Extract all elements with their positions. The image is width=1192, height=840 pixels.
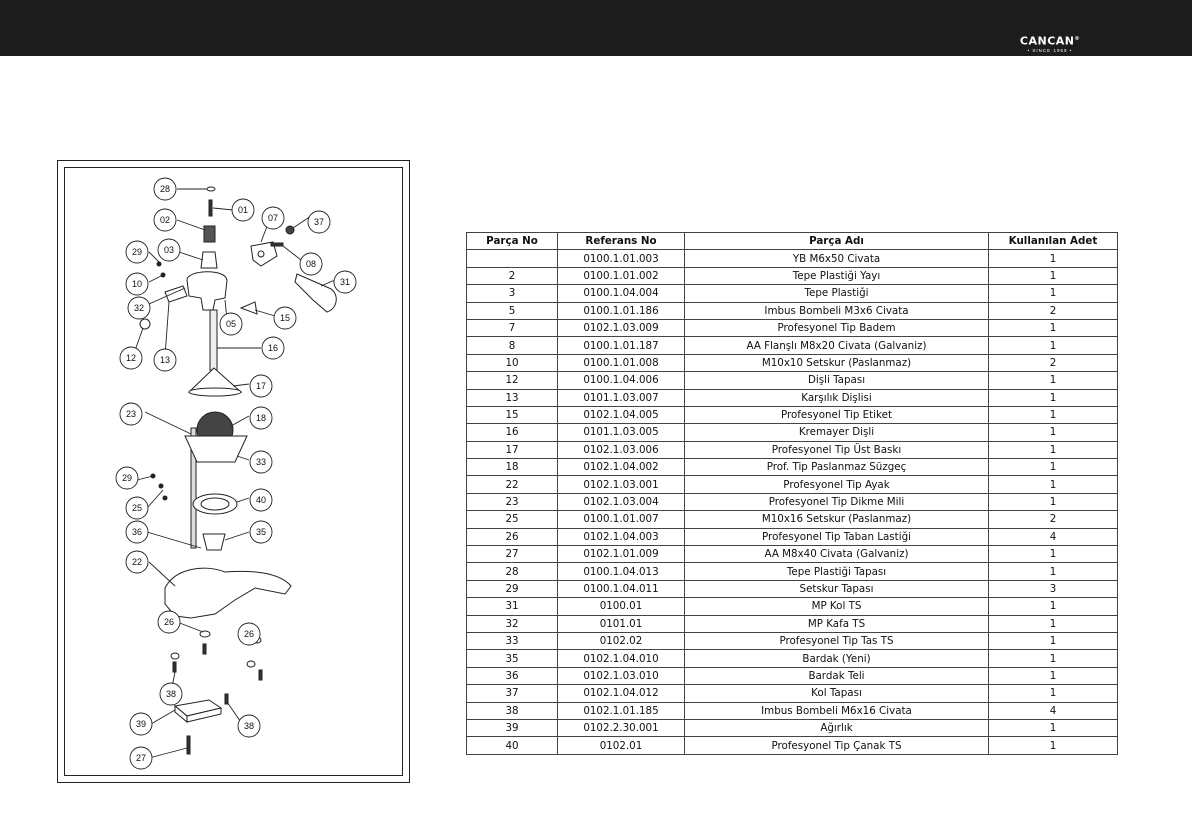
cell-quantity: 1	[989, 546, 1118, 563]
cell-part-name: Karşılık Dişlisi	[685, 389, 989, 406]
cell-part-name: Ağırlık	[685, 719, 989, 736]
callout-27: 27	[135, 753, 147, 763]
cell-reference-no: 0100.1.01.002	[558, 267, 685, 284]
header-part-no: Parça No	[467, 233, 558, 250]
callout-08: 08	[305, 259, 317, 269]
cell-quantity: 4	[989, 702, 1118, 719]
table-row	[467, 302, 1118, 319]
cell-reference-no: 0102.1.04.010	[558, 650, 685, 667]
cell-part-name: Tepe Plastiği	[685, 285, 989, 302]
cell-part-no	[467, 250, 558, 267]
cell-part-no: 27	[467, 546, 558, 563]
cell-reference-no: 0100.1.01.007	[558, 511, 685, 528]
table-row	[467, 632, 1118, 649]
cell-quantity: 1	[989, 441, 1118, 458]
callout-29b: 29	[121, 473, 133, 483]
cell-part-name: Bardak (Yeni)	[685, 650, 989, 667]
brand-name: CANCAN	[1019, 34, 1075, 48]
cell-quantity: 2	[989, 511, 1118, 528]
table-row	[467, 702, 1118, 719]
cell-reference-no: 0100.1.04.004	[558, 285, 685, 302]
cell-quantity: 1	[989, 372, 1118, 389]
table-row	[467, 667, 1118, 684]
cell-part-name: M10x10 Setskur (Paslanmaz)	[685, 354, 989, 371]
table-row	[467, 511, 1118, 528]
cell-part-no: 35	[467, 650, 558, 667]
cell-part-name: Imbus Bombeli M3x6 Civata	[685, 302, 989, 319]
table-row	[467, 250, 1118, 267]
cell-reference-no: 0101.01	[558, 615, 685, 632]
cell-part-name: Profesyonel Tip Üst Baskı	[685, 441, 989, 458]
cell-quantity: 1	[989, 476, 1118, 493]
cell-part-name: Bardak Teli	[685, 667, 989, 684]
callout-05: 05	[225, 319, 237, 329]
table-row	[467, 389, 1118, 406]
table-row	[467, 685, 1118, 702]
table-row	[467, 441, 1118, 458]
cell-part-name: M10x16 Setskur (Paslanmaz)	[685, 511, 989, 528]
cell-part-no: 13	[467, 389, 558, 406]
brand-logo: CANCAN® • SINCE 1959 •	[1019, 34, 1080, 53]
cell-quantity: 1	[989, 424, 1118, 441]
cell-part-name: Profesyonel Tip Ayak	[685, 476, 989, 493]
cell-part-name: MP Kol TS	[685, 598, 989, 615]
cell-quantity: 1	[989, 267, 1118, 284]
table-row	[467, 650, 1118, 667]
cell-part-no: 5	[467, 302, 558, 319]
cell-quantity: 2	[989, 302, 1118, 319]
table-row	[467, 354, 1118, 371]
cell-part-no: 31	[467, 598, 558, 615]
callout-22: 22	[131, 557, 143, 567]
cell-reference-no: 0100.1.01.008	[558, 354, 685, 371]
cell-part-no: 37	[467, 685, 558, 702]
cell-reference-no: 0102.02	[558, 632, 685, 649]
cell-part-no: 38	[467, 702, 558, 719]
cell-quantity: 1	[989, 337, 1118, 354]
cell-reference-no: 0102.1.04.005	[558, 406, 685, 423]
exploded-diagram	[64, 167, 403, 776]
table-row	[467, 319, 1118, 336]
cell-part-name: Profesyonel Tip Etiket	[685, 406, 989, 423]
cell-quantity: 1	[989, 719, 1118, 736]
cell-part-no: 29	[467, 580, 558, 597]
cell-quantity: 1	[989, 685, 1118, 702]
cell-quantity: 1	[989, 406, 1118, 423]
cell-part-no: 40	[467, 737, 558, 754]
cell-part-no: 18	[467, 459, 558, 476]
cell-part-no: 25	[467, 511, 558, 528]
callout-32: 32	[133, 303, 145, 313]
header-part-name: Parça Adı	[685, 233, 989, 250]
cell-part-name: Profesyonel Tip Dikme Mili	[685, 493, 989, 510]
cell-part-no: 7	[467, 319, 558, 336]
cell-reference-no: 0102.1.01.009	[558, 546, 685, 563]
callout-07: 07	[267, 213, 279, 223]
cell-part-no: 36	[467, 667, 558, 684]
cell-part-no: 33	[467, 632, 558, 649]
cell-part-name: Tepe Plastiği Yayı	[685, 267, 989, 284]
cell-quantity: 1	[989, 285, 1118, 302]
cell-reference-no: 0100.1.04.006	[558, 372, 685, 389]
cell-part-no: 12	[467, 372, 558, 389]
cell-quantity: 2	[989, 354, 1118, 371]
callout-37: 37	[313, 217, 325, 227]
cell-quantity: 3	[989, 580, 1118, 597]
cell-reference-no: 0101.1.03.005	[558, 424, 685, 441]
cell-reference-no: 0100.1.01.003	[558, 250, 685, 267]
parts-table-body	[467, 250, 1118, 754]
table-row	[467, 406, 1118, 423]
cell-reference-no: 0102.1.01.185	[558, 702, 685, 719]
cell-part-name: Tepe Plastiği Tapası	[685, 563, 989, 580]
cell-quantity: 1	[989, 563, 1118, 580]
cell-part-no: 2	[467, 267, 558, 284]
cell-part-name: Imbus Bombeli M6x16 Civata	[685, 702, 989, 719]
table-row	[467, 563, 1118, 580]
cell-part-no: 8	[467, 337, 558, 354]
callout-25: 25	[131, 503, 143, 513]
cell-reference-no: 0102.1.03.010	[558, 667, 685, 684]
cell-part-no: 16	[467, 424, 558, 441]
callout-15: 15	[279, 313, 291, 323]
cell-part-no: 32	[467, 615, 558, 632]
cell-quantity: 1	[989, 459, 1118, 476]
cell-reference-no: 0102.1.03.009	[558, 319, 685, 336]
table-row	[467, 528, 1118, 545]
table-row	[467, 719, 1118, 736]
cell-part-name: Prof. Tip Paslanmaz Süzgeç	[685, 459, 989, 476]
table-row	[467, 285, 1118, 302]
cell-reference-no: 0100.01	[558, 598, 685, 615]
cell-quantity: 1	[989, 615, 1118, 632]
cell-quantity: 1	[989, 493, 1118, 510]
callout-26: 26	[163, 617, 175, 627]
cell-part-name: Profesyonel Tip Badem	[685, 319, 989, 336]
cell-part-name: AA M8x40 Civata (Galvaniz)	[685, 546, 989, 563]
juicer-exploded-drawing	[65, 168, 404, 777]
table-row	[467, 459, 1118, 476]
cell-part-no: 22	[467, 476, 558, 493]
cell-reference-no: 0102.2.30.001	[558, 719, 685, 736]
cell-part-name: Profesyonel Tip Taban Lastiği	[685, 528, 989, 545]
cell-quantity: 1	[989, 250, 1118, 267]
cell-reference-no: 0102.1.03.004	[558, 493, 685, 510]
callout-38: 38	[165, 689, 177, 699]
cell-quantity: 4	[989, 528, 1118, 545]
cell-quantity: 1	[989, 632, 1118, 649]
cell-reference-no: 0102.1.04.012	[558, 685, 685, 702]
cell-part-no: 10	[467, 354, 558, 371]
cell-quantity: 1	[989, 389, 1118, 406]
header-reference-no: Referans No	[558, 233, 685, 250]
top-bar	[0, 0, 1192, 56]
callout-39: 39	[135, 719, 147, 729]
callout-12: 12	[125, 353, 137, 363]
cell-part-no: 23	[467, 493, 558, 510]
cell-reference-no: 0100.1.04.013	[558, 563, 685, 580]
cell-part-name: AA Flanşlı M8x20 Civata (Galvaniz)	[685, 337, 989, 354]
callout-17: 17	[255, 381, 267, 391]
table-row	[467, 580, 1118, 597]
table-row	[467, 737, 1118, 754]
cell-quantity: 1	[989, 650, 1118, 667]
callout-40: 40	[255, 495, 267, 505]
table-header-row	[467, 233, 1118, 250]
parts-table	[466, 232, 1118, 755]
cell-part-no: 39	[467, 719, 558, 736]
cell-part-no: 26	[467, 528, 558, 545]
cell-reference-no: 0102.1.04.003	[558, 528, 685, 545]
table-row	[467, 372, 1118, 389]
table-row	[467, 546, 1118, 563]
cell-reference-no: 0102.1.03.006	[558, 441, 685, 458]
table-row	[467, 267, 1118, 284]
cell-quantity: 1	[989, 598, 1118, 615]
cell-reference-no: 0102.1.04.002	[558, 459, 685, 476]
cell-part-name: YB M6x50 Civata	[685, 250, 989, 267]
table-row	[467, 598, 1118, 615]
cell-part-no: 17	[467, 441, 558, 458]
table-row	[467, 615, 1118, 632]
cell-part-name: Profesyonel Tip Tas TS	[685, 632, 989, 649]
table-row	[467, 493, 1118, 510]
callout-10: 10	[131, 279, 143, 289]
table-row	[467, 424, 1118, 441]
cell-reference-no: 0100.1.01.186	[558, 302, 685, 319]
callout-03: 03	[163, 245, 175, 255]
cell-reference-no: 0101.1.03.007	[558, 389, 685, 406]
callout-28: 28	[159, 184, 171, 194]
cell-part-name: Kol Tapası	[685, 685, 989, 702]
brand-tagline: • SINCE 1959 •	[1027, 47, 1073, 53]
table-row	[467, 476, 1118, 493]
callout-13: 13	[159, 355, 171, 365]
cell-part-name: Profesyonel Tip Çanak TS	[685, 737, 989, 754]
callout-02: 02	[159, 215, 171, 225]
header-quantity: Kullanılan Adet	[989, 233, 1118, 250]
callout-26b: 26	[243, 629, 255, 639]
cell-reference-no: 0102.1.03.001	[558, 476, 685, 493]
cell-quantity: 1	[989, 667, 1118, 684]
callout-01: 01	[237, 205, 249, 215]
cell-reference-no: 0100.1.01.187	[558, 337, 685, 354]
cell-part-no: 15	[467, 406, 558, 423]
cell-quantity: 1	[989, 737, 1118, 754]
cell-part-no: 3	[467, 285, 558, 302]
cell-part-no: 28	[467, 563, 558, 580]
callout-33: 33	[255, 457, 267, 467]
callout-23: 23	[125, 409, 137, 419]
cell-part-name: Kremayer Dişli	[685, 424, 989, 441]
cell-reference-no: 0100.1.04.011	[558, 580, 685, 597]
table-row	[467, 337, 1118, 354]
cell-quantity: 1	[989, 319, 1118, 336]
callout-31: 31	[339, 277, 351, 287]
cell-part-name: Dişli Tapası	[685, 372, 989, 389]
callout-18: 18	[255, 413, 267, 423]
cell-part-name: MP Kafa TS	[685, 615, 989, 632]
cell-reference-no: 0102.01	[558, 737, 685, 754]
callout-35: 35	[255, 527, 267, 537]
cell-part-name: Setskur Tapası	[685, 580, 989, 597]
callout-16: 16	[267, 343, 279, 353]
callout-38b: 38	[243, 721, 255, 731]
callout-29: 29	[131, 247, 143, 257]
exploded-diagram-frame	[57, 160, 410, 783]
callout-36: 36	[131, 527, 143, 537]
